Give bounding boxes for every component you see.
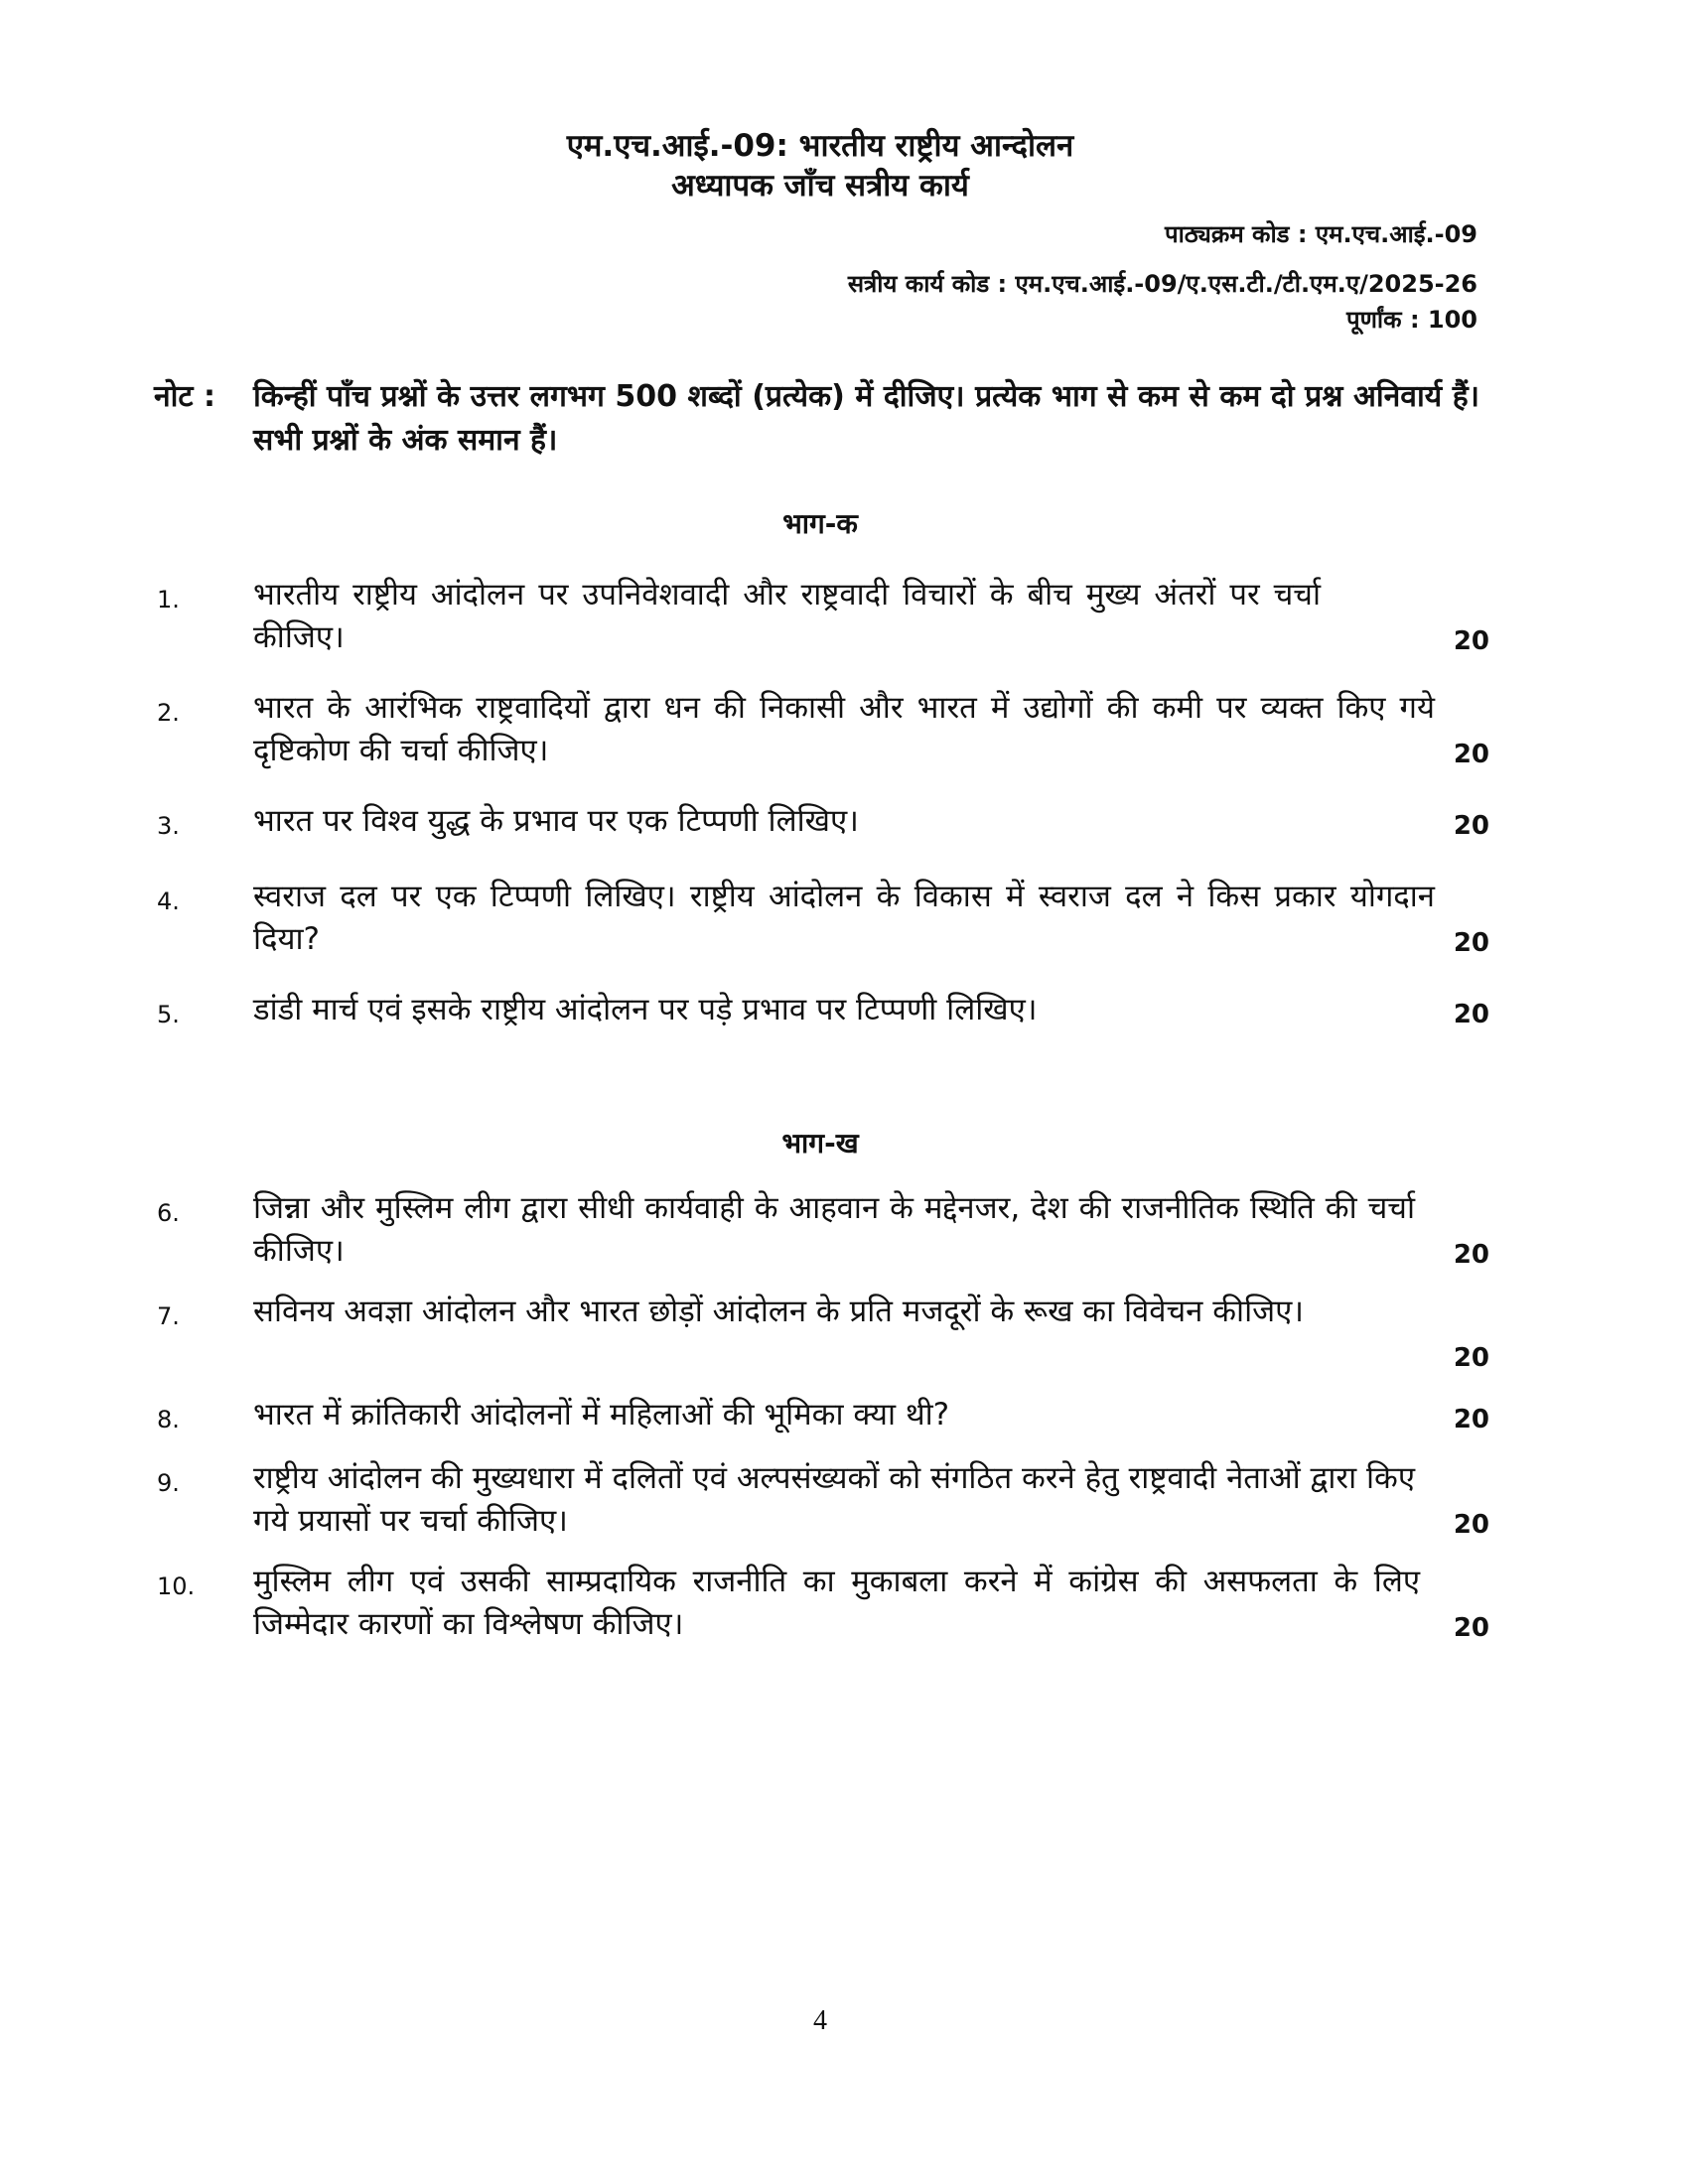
question-marks: 20 [1453, 626, 1489, 656]
question-marks: 20 [1453, 1343, 1489, 1373]
question-marks: 20 [1453, 1240, 1489, 1270]
question-number: 1. [157, 586, 180, 614]
question-text: भारत पर विश्व युद्ध के प्रभाव पर एक टिप्पणी लिखिए। [253, 803, 859, 839]
question-text: सविनय अवज्ञा आंदोलन और भारत छोड़ों आंदोलन के प्रति मजदूरों के रूख का विवेचन कीजिए। [253, 1294, 1305, 1329]
question-text: राष्ट्रीय आंदोलन की मुख्यधारा में दलितों एवं अल्पसंख्यकों को संगठित करने हेतु राष्ट्रवादी नेताओं द्वारा किए गये प्रयासों पर चर्चा कीजिए। [253, 1460, 1415, 1539]
assignment-code: सत्रीय कार्य कोड : एम.एच.आई.-09/ए.एस.टी./टी.एम.ए/2025-26 [847, 270, 1477, 298]
question-number: 2. [157, 699, 180, 727]
question-number: 6. [157, 1199, 180, 1227]
note-text: किन्हीं पाँच प्रश्नों के उत्तर लगभग 500 शब्दों (प्रत्येक) में दीजिए। प्रत्येक भाग से कम से कम दो प्रश्न अनिवार्य हैं। सभी प्रश्नों के अंक समान हैं। [253, 379, 1479, 458]
question-text: भारतीय राष्ट्रीय आंदोलन पर उपनिवेशवादी और राष्ट्रवादी विचारों के बीच मुख्य अंतरों पर चर्चा कीजिए। [253, 577, 1321, 655]
question-number: 3. [157, 812, 180, 840]
question-number: 4. [157, 887, 180, 915]
question-text: स्वराज दल पर एक टिप्पणी लिखिए। राष्ट्रीय आंदोलन के विकास में स्वराज दल ने किस प्रकार योगदान दिया? [253, 879, 1435, 957]
question-marks: 20 [1453, 811, 1489, 841]
question-number: 5. [157, 1001, 180, 1028]
course-code: पाठ्यक्रम कोड : एम.एच.आई.-09 [1164, 220, 1477, 248]
question-text: भारत के आरंभिक राष्ट्रवादियों द्वारा धन की निकासी और भारत में उद्योगों की कमी पर व्यक्त किए गये दृष्टिकोण की चर्चा कीजिए। [253, 690, 1435, 768]
page-number: 4 [813, 2005, 827, 2036]
question-marks: 20 [1453, 928, 1489, 958]
question-marks: 20 [1453, 1510, 1489, 1540]
document-title: एम.एच.आई.-09: भारतीय राष्ट्रीय आन्दोलन [566, 128, 1074, 164]
question-marks: 20 [1453, 1613, 1489, 1643]
question-text: मुस्लिम लीग एवं उसकी साम्प्रदायिक राजनीति का मुकाबला करने में कांग्रेस की असफलता के लिए जिम्मेदार कारणों का विश्लेषण कीजिए। [253, 1564, 1420, 1642]
note-label: नोट : [154, 379, 215, 414]
document-subtitle: अध्यापक जाँच सत्रीय कार्य [671, 168, 969, 204]
question-marks: 20 [1453, 1405, 1489, 1434]
question-marks: 20 [1453, 1000, 1489, 1029]
question-marks: 20 [1453, 740, 1489, 769]
question-number: 10. [157, 1572, 196, 1600]
instructions-note [154, 375, 1479, 463]
section-b-heading: भाग-ख [781, 1127, 859, 1160]
question-number: 7. [157, 1302, 180, 1330]
question-number: 9. [157, 1469, 180, 1497]
question-text: जिन्ना और मुस्लिम लीग द्वारा सीधी कार्यवाही के आहवान के मद्देनजर, देश की राजनीतिक स्थिति की चर्चा कीजिए। [253, 1190, 1415, 1269]
max-marks: पूर्णांक : 100 [1345, 306, 1477, 334]
question-text: डांडी मार्च एवं इसके राष्ट्रीय आंदोलन पर पड़े प्रभाव पर टिप्पणी लिखिए। [253, 992, 1038, 1027]
question-number: 8. [157, 1406, 180, 1433]
question-text: भारत में क्रांतिकारी आंदोलनों में महिलाओं की भूमिका क्या थी? [253, 1397, 950, 1433]
section-a-heading: भाग-क [782, 507, 858, 540]
